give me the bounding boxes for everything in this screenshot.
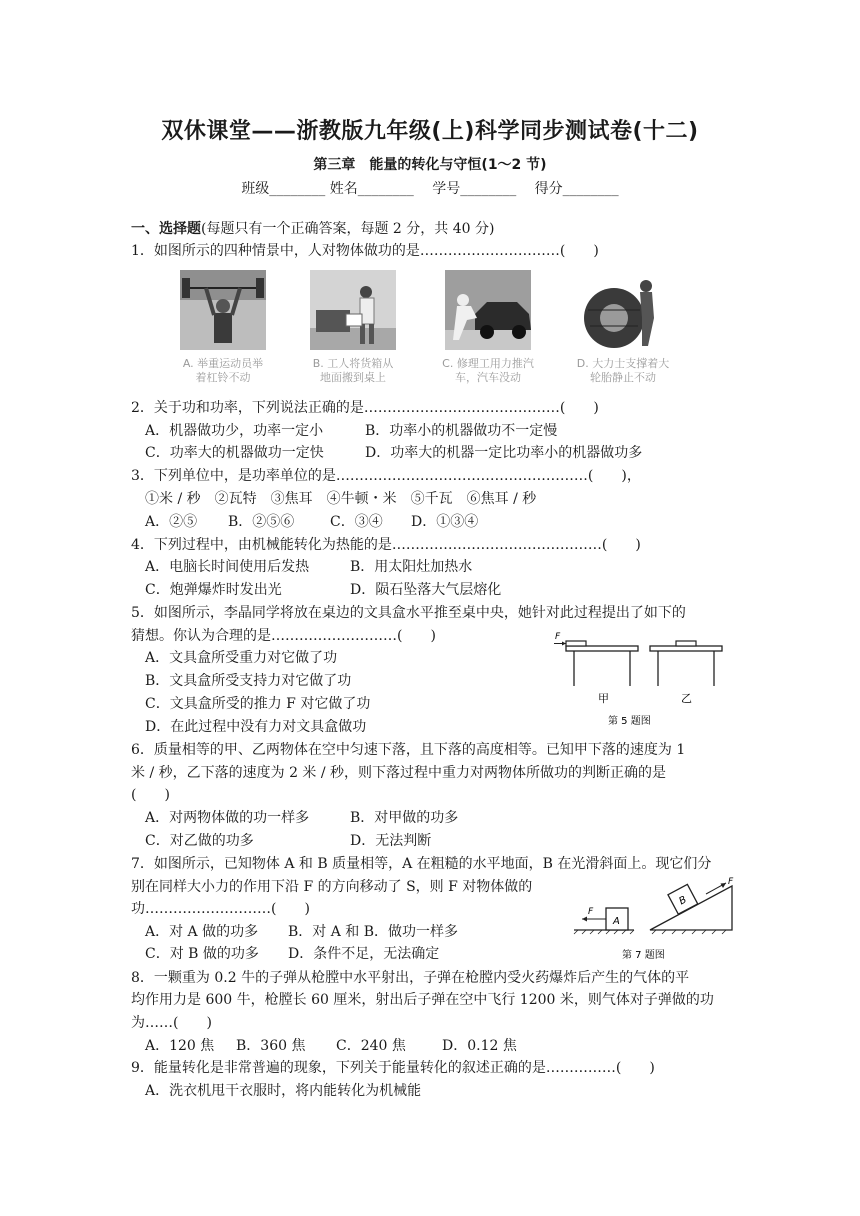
q7-option-d: D．条件不足，无法确定: [288, 946, 440, 962]
question-7-text-2: 别在同样大小力的作用下沿 F 的方向移动了 S，则 F 对物体做的: [131, 879, 533, 895]
caption-d: D. 大力士支撑着大 轮胎静止不动: [576, 357, 670, 384]
question-7-text-1: 7．如图所示，已知物体 A 和 B 质量相等，A 在粗糙的水平地面，B 在光滑斜面上。现它们分: [131, 856, 712, 872]
q7-label-b: B: [677, 894, 689, 908]
question-8-text-1: 8．一颗重为 0.2 牛的子弹从枪膛中水平射出，子弹在枪膛内受火药爆炸后产生的气体的平: [131, 970, 690, 986]
q7-force-label-a: F: [588, 907, 594, 917]
photo-weightlifter: [180, 270, 266, 350]
q5-option-d: D．在此过程中没有力对文具盒做功: [145, 719, 367, 735]
caption-b: B. 工人将货箱从 地面搬到桌上: [312, 357, 394, 384]
q8-option-b: B．360 焦: [236, 1038, 306, 1054]
q6-option-a: A．对两物体做的功一样多: [145, 810, 310, 826]
question-1-figure: [170, 270, 730, 390]
q2-option-d: D．功率大的机器一定比功率小的机器做功多: [365, 445, 643, 461]
q7-figure-caption: 第 7 题图: [622, 950, 665, 961]
q7-figure: [570, 872, 740, 964]
q5-tables-diagram: [552, 630, 732, 730]
question-8-text-2: 均作用力是 600 牛，枪膛长 60 厘米，射出后子弹在空中飞行 1200 米，则气体对子弹做的功: [131, 992, 714, 1008]
q5-option-b: B．文具盒所受支持力对它做了功: [145, 673, 352, 689]
q2-option-b: B．功率小的机器做功不一定慢: [365, 423, 558, 439]
q4-option-a: A．电脑长时间使用后发热: [145, 559, 310, 575]
q3-option-a: A．②⑤: [145, 514, 198, 530]
q7-force-label-b: F: [728, 877, 734, 887]
question-8-text-3: 为……( ): [131, 1015, 212, 1031]
chapter-subtitle: 第三章 能量的转化与守恒(1～2 节): [313, 157, 547, 173]
q7-option-a: A．对 A 做的功多: [145, 924, 259, 940]
q7-option-b: B．对 A 和 B．做功一样多: [288, 924, 459, 940]
section-title: 一、选择题: [131, 221, 201, 237]
q3-option-b: B．②⑤⑥: [228, 514, 295, 530]
q6-option-d: D．无法判断: [350, 833, 432, 849]
q8-option-d: D．0.12 焦: [442, 1038, 517, 1054]
q5-figure: [552, 630, 732, 730]
q3-option-c: C．③④: [330, 514, 383, 530]
section-note: (每题只有一个正确答案，每题 2 分，共 40 分): [201, 221, 495, 237]
question-2-text: 2．关于功和功率，下列说法正确的是……………………………………( ): [131, 400, 599, 416]
question-6-text-3: ( ): [131, 787, 170, 803]
q5-right-label: 乙: [681, 692, 692, 705]
question-1-text: 1．如图所示的四种情景中，人对物体做功的是…………………………( ): [131, 243, 599, 259]
q2-option-a: A．机器做功少，功率一定小: [145, 423, 324, 439]
photo-worker-box: [310, 270, 396, 350]
caption-a: A. 举重运动员举 着杠铃不动: [182, 357, 264, 384]
exam-title: 双休课堂——浙教版九年级(上)科学同步测试卷(十二): [161, 119, 699, 144]
q2-option-c: C．功率大的机器做功一定快: [145, 445, 324, 461]
photo-tire: [580, 270, 666, 350]
q7-label-a: A: [613, 916, 620, 927]
q5-option-a: A．文具盒所受重力对它做了功: [145, 650, 338, 666]
q9-option-a: A．洗衣机甩干衣服时，将内能转化为机械能: [145, 1083, 422, 1099]
q4-option-d: D．陨石坠落大气层熔化: [350, 582, 502, 598]
q3-option-d: D．①③④: [411, 514, 479, 530]
question-6-text-2: 米 / 秒，乙下落的速度为 2 米 / 秒，则下落过程中重力对两物体所做功的判断正确的是: [131, 765, 667, 781]
q8-option-c: C．240 焦: [336, 1038, 406, 1054]
question-9-text: 9．能量转化是非常普遍的现象，下列关于能量转化的叙述正确的是……………( ): [131, 1060, 655, 1076]
caption-c: C. 修理工用力推汽 车，汽车没动: [442, 357, 534, 384]
q4-option-b: B．用太阳灶加热水: [350, 559, 473, 575]
q5-figure-caption: 第 5 题图: [608, 716, 651, 727]
q7-option-c: C．对 B 做的功多: [145, 946, 259, 962]
question-4-text: 4．下列过程中，由机械能转化为热能的是………………………………………( ): [131, 537, 641, 553]
q5-left-label: 甲: [598, 692, 609, 705]
question-3-text: 3．下列单位中，是功率单位的是………………………………………………( )，: [131, 468, 641, 484]
q8-option-a: A．120 焦: [145, 1038, 215, 1054]
photo-push-car: [445, 270, 531, 350]
q7-blocks-diagram: [570, 872, 740, 964]
section-heading: [131, 219, 494, 239]
question-7-text-3: 功………………………( ): [131, 901, 310, 917]
question-5-text-1: 5．如图所示，李晶同学将放在桌边的文具盒水平推至桌中央，她针对此过程提出了如下的: [131, 605, 686, 621]
question-5-text-2: 猜想。你认为合理的是………………………( ): [131, 628, 436, 644]
q4-option-c: C．炮弹爆炸时发出光: [145, 582, 282, 598]
q6-option-b: B．对甲做的功多: [350, 810, 459, 826]
student-info-line: 班级________ 姓名________ 学号________ 得分________: [241, 181, 619, 197]
q5-option-c: C．文具盒所受的推力 F 对它做了功: [145, 696, 371, 712]
q6-option-c: C．对乙做的功多: [145, 833, 254, 849]
question-6-text-1: 6．质量相等的甲、乙两物体在空中匀速下落，且下落的高度相等。已知甲下落的速度为 1: [131, 742, 686, 758]
q5-force-label: F: [555, 632, 561, 642]
q3-units: ①米 / 秒 ②瓦特 ③焦耳 ④牛顿・米 ⑤千瓦 ⑥焦耳 / 秒: [145, 491, 537, 507]
